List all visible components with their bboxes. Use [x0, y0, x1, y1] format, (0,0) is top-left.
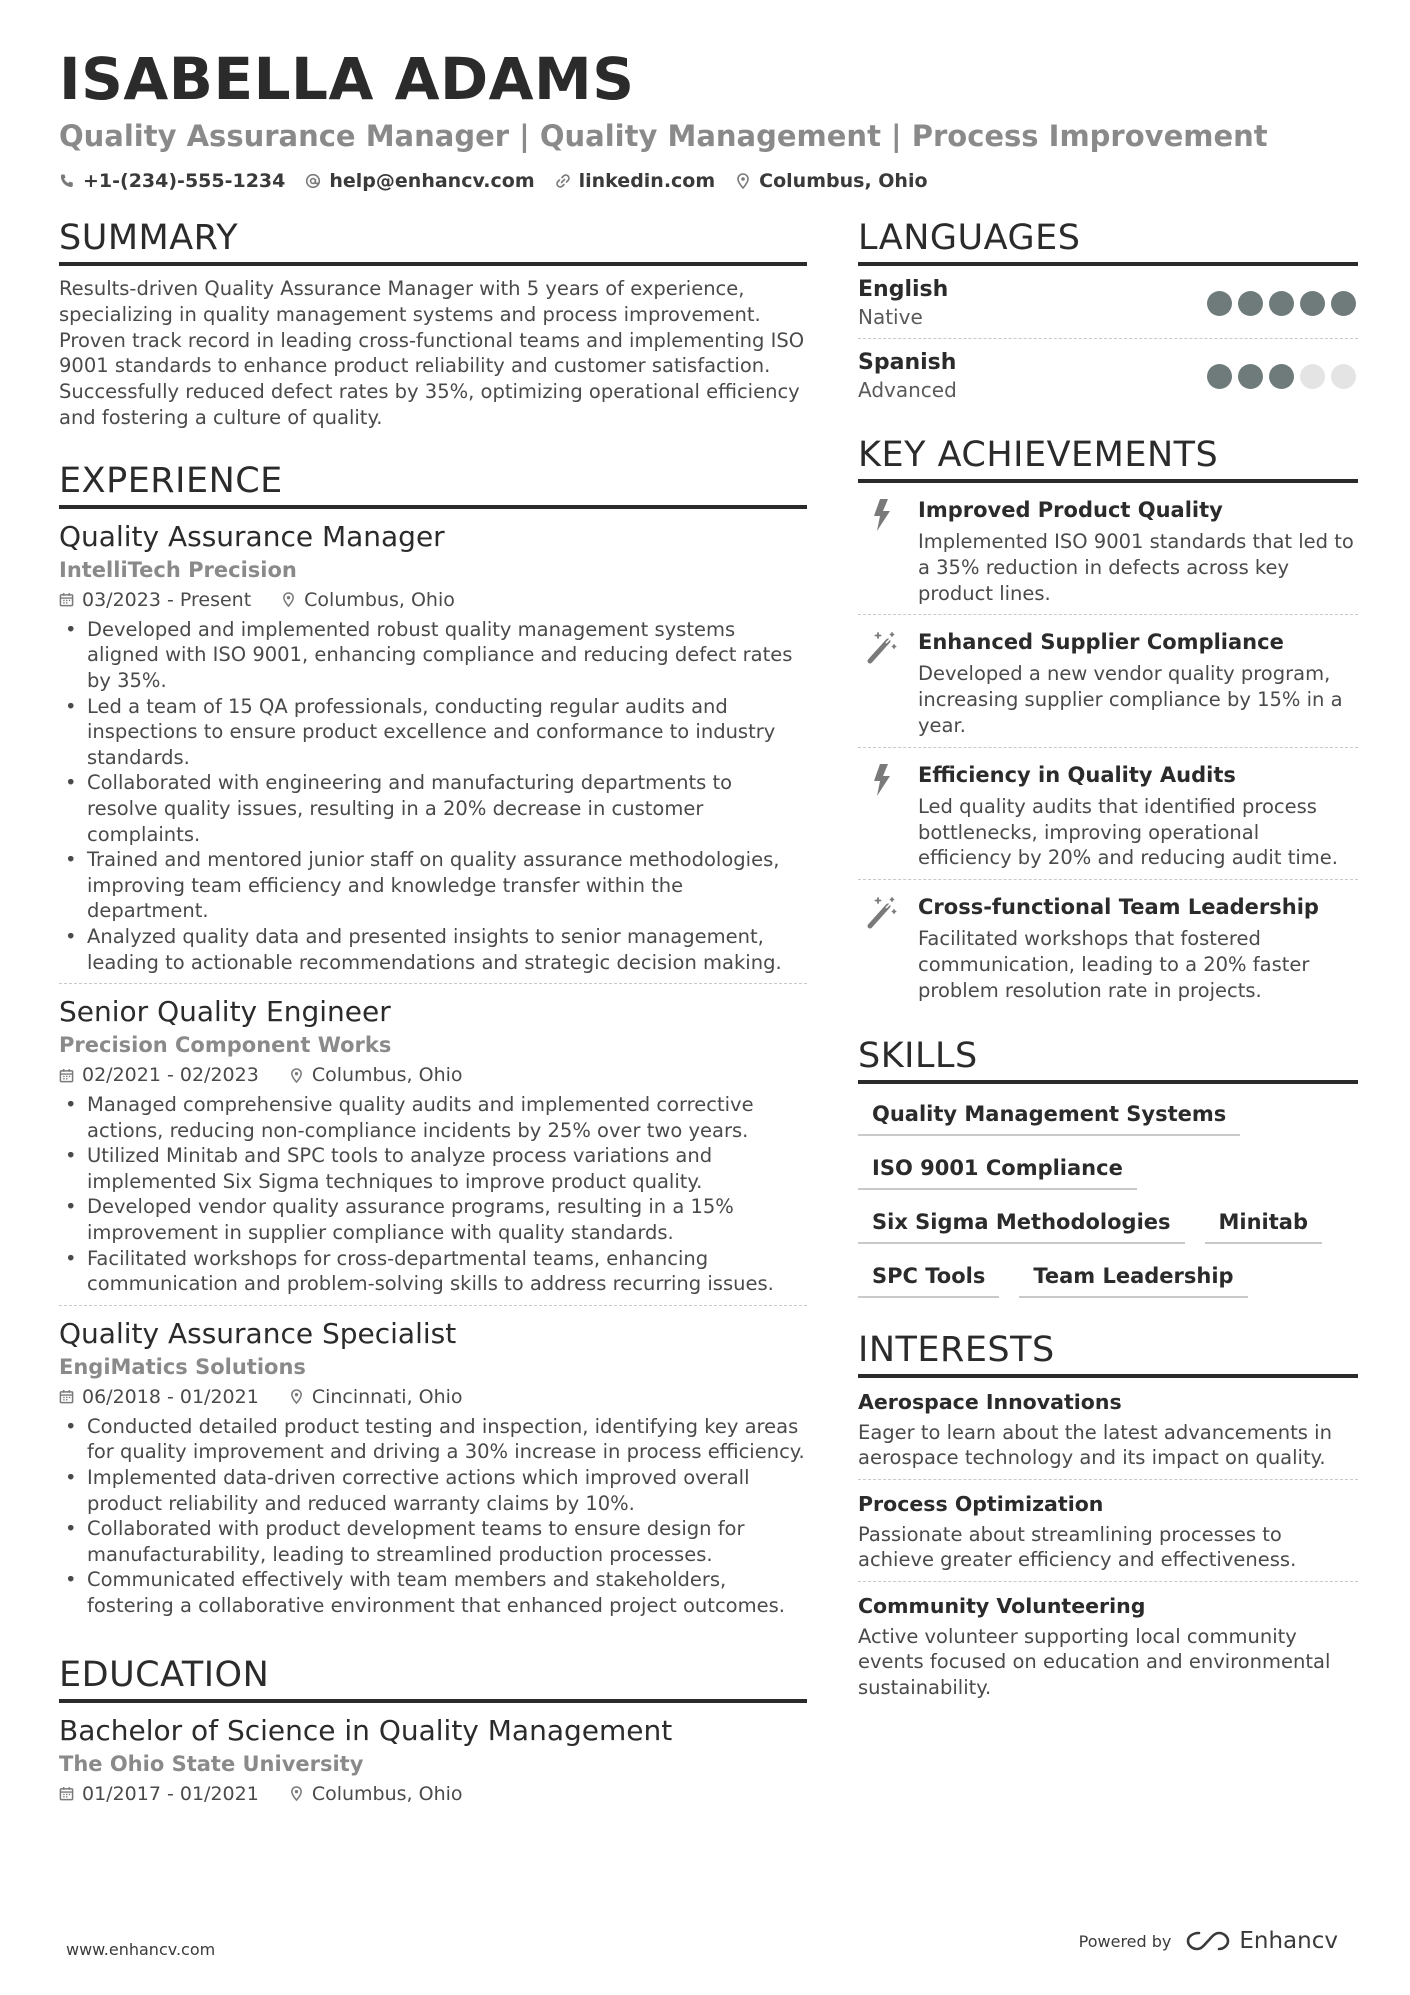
experience-section: [59, 459, 807, 1627]
skill-tag: ISO 9001 Compliance: [858, 1152, 1137, 1190]
language-item: [858, 339, 1358, 411]
job-bullet: • Trained and mentored junior staff on quality assurance methodologies, improving team efficiency and knowledge transfer within the department.: [59, 847, 807, 924]
contact-email[interactable]: [305, 170, 534, 192]
language-rating: [1207, 291, 1358, 316]
contact-linkedin[interactable]: [555, 170, 716, 192]
job-dates: [59, 585, 251, 615]
skill-tag: Six Sigma Methodologies: [858, 1206, 1185, 1244]
languages-heading: LANGUAGES: [858, 216, 1358, 266]
job-title: Senior Quality Engineer: [59, 995, 391, 1029]
school-name: The Ohio State University: [59, 1751, 364, 1776]
location-pin-icon: [289, 1389, 304, 1404]
achievements-section: [858, 433, 1358, 1012]
job-dates: [59, 1382, 259, 1412]
calendar-icon: [59, 592, 74, 607]
job-location: [289, 1382, 463, 1412]
contact-location-text: Columbus, Ohio: [759, 170, 928, 192]
degree-title: Bachelor of Science in Quality Management: [59, 1713, 673, 1747]
calendar-icon: [59, 1389, 74, 1404]
achievement-title: Enhanced Supplier Compliance: [918, 630, 1284, 655]
skill-tag: Team Leadership: [1019, 1260, 1247, 1298]
education-meta: [59, 1779, 807, 1809]
job-location: [289, 1060, 463, 1090]
interest-item: [858, 1378, 1358, 1480]
footer-website[interactable]: www.enhancv.com: [66, 1940, 216, 1959]
language-item: [858, 266, 1358, 339]
job-bullet: • Communicated effectively with team members and stakeholders, fostering a collaborative environment that enhanced project outcomes.: [59, 1567, 807, 1618]
rating-dot-filled: [1238, 291, 1263, 316]
skills-heading: SKILLS: [858, 1034, 1358, 1084]
summary-section: [59, 216, 807, 431]
job-location-text: Columbus, Ohio: [311, 1064, 463, 1087]
skills-list: [858, 1098, 1358, 1298]
link-icon: [555, 173, 571, 189]
location-pin-icon: [289, 1068, 304, 1083]
rating-dot-filled: [1207, 291, 1232, 316]
powered-by-text: Powered by: [1078, 1931, 1172, 1951]
job-bullet: • Utilized Minitab and SPC tools to analyze process variations and implemented Six Sigma techniques to improve product quality.: [59, 1143, 807, 1194]
job-bullet: • Implemented data-driven corrective actions which improved overall product reliability and reduced warranty claims by 10%.: [59, 1465, 807, 1516]
job-bullet: • Collaborated with product development teams to ensure design for manufacturability, leading to streamlined production processes.: [59, 1516, 807, 1567]
calendar-icon: [59, 1068, 74, 1083]
job-meta: [59, 585, 807, 615]
achievement-item: [858, 748, 1358, 880]
left-column: [59, 216, 807, 1817]
job-location-text: Columbus, Ohio: [304, 588, 455, 611]
candidate-name: ISABELLA ADAMS: [59, 45, 635, 113]
interest-title: Aerospace Innovations: [858, 1389, 1122, 1414]
contact-bar: [59, 170, 928, 192]
job-title: Quality Assurance Specialist: [59, 1316, 457, 1350]
job-location-text: Cincinnati, Ohio: [311, 1385, 463, 1408]
achievement-item: [858, 483, 1358, 615]
language-name: Spanish: [858, 350, 957, 375]
interest-item: [858, 1582, 1358, 1709]
brand-logo[interactable]: [1185, 1928, 1338, 1954]
achievement-title: Improved Product Quality: [918, 498, 1223, 522]
job-dates-text: 06/2018 - 01/2021: [82, 1385, 259, 1408]
language-name: English: [858, 277, 949, 302]
location-pin-icon: [281, 592, 296, 607]
rating-dot-filled: [1331, 291, 1356, 316]
education-dates-text: 01/2017 - 01/2021: [82, 1782, 259, 1805]
job-meta: [59, 1382, 807, 1412]
achievement-desc: Implemented ISO 9001 standards that led to a 35% reduction in defects across key product lines.: [918, 530, 1354, 605]
job-entry: [59, 984, 807, 1306]
rating-dot-filled: [1207, 364, 1232, 389]
achievement-title: Cross-functional Team Leadership: [918, 895, 1319, 920]
skills-section: [858, 1034, 1358, 1298]
magic-wand-icon: [866, 894, 898, 930]
education-entry: [59, 1703, 807, 1817]
brand-name: Enhancv: [1239, 1928, 1338, 1954]
summary-text: Results-driven Quality Assurance Manager with 5 years of experience, specializing in quality management systems and process improvement. Proven track record in leading cross-functional teams and implementing ISO 9001 standards to enhance product reliability and customer satisfaction. Successfully reduced defect rates by 35%, optimizing operational efficiency and fostering a culture of quality.: [59, 277, 805, 429]
experience-heading: EXPERIENCE: [59, 459, 807, 509]
rating-dot-empty: [1300, 364, 1325, 389]
education-dates: [59, 1779, 259, 1809]
interest-desc: Active volunteer supporting local community events focused on education and environmental sustainability.: [858, 1624, 1331, 1699]
job-location: [281, 585, 455, 615]
job-entry: [59, 1306, 807, 1627]
achievement-title: Efficiency in Quality Audits: [918, 762, 1236, 787]
footer-branding: [1079, 1928, 1338, 1954]
job-title: Quality Assurance Manager: [59, 519, 445, 553]
contact-phone-text: +1-(234)-555-1234: [83, 170, 286, 192]
language-rating: [1207, 364, 1358, 389]
lightning-bolt-icon: [866, 762, 898, 798]
rating-dot-filled: [1300, 291, 1325, 316]
achievement-desc: Developed a new vendor quality program, increasing supplier compliance by 15% in a year.: [918, 662, 1343, 737]
company-name: Precision Component Works: [59, 1033, 392, 1058]
summary-heading: SUMMARY: [59, 216, 807, 266]
rating-dot-empty: [1331, 364, 1356, 389]
rating-dot-filled: [1269, 364, 1294, 389]
job-bullet: • Conducted detailed product testing and inspection, identifying key areas for quality improvement and driving a 30% increase in process efficiency.: [59, 1414, 807, 1465]
achievement-desc: Led quality audits that identified process bottlenecks, improving operational efficiency by 20% and reducing audit time.: [918, 794, 1338, 870]
interest-title: Process Optimization: [858, 1491, 1104, 1516]
job-bullets: [59, 1092, 807, 1297]
company-name: IntelliTech Precision: [59, 557, 297, 582]
job-bullet: • Facilitated workshops for cross-departmental teams, enhancing communication and problem-solving skills to address recurring issues.: [59, 1246, 807, 1297]
phone-icon: [59, 173, 75, 189]
job-bullet: • Managed comprehensive quality audits and implemented corrective actions, reducing non-compliance incidents by 25% over two years.: [59, 1092, 807, 1143]
location-pin-icon: [735, 173, 751, 189]
interests-heading: INTERESTS: [858, 1328, 1358, 1378]
education-section: [59, 1653, 807, 1817]
contact-phone[interactable]: [59, 170, 285, 192]
skill-tag: Quality Management Systems: [858, 1098, 1240, 1136]
job-bullet: • Analyzed quality data and presented insights to senior management, leading to actionable recommendations and strategic decision making.: [59, 924, 807, 975]
skill-tag: Minitab: [1205, 1206, 1323, 1244]
rating-dot-filled: [1238, 364, 1263, 389]
skill-tag: SPC Tools: [858, 1260, 999, 1298]
job-bullet: • Developed vendor quality assurance programs, resulting in a 15% improvement in supplier compliance with quality standards.: [59, 1194, 807, 1245]
interest-desc: Eager to learn about the latest advancements in aerospace technology and its impact on quality.: [858, 1420, 1332, 1470]
job-dates: [59, 1060, 259, 1090]
achievements-heading: KEY ACHIEVEMENTS: [858, 433, 1358, 483]
contact-email-text: help@enhancv.com: [329, 170, 535, 192]
candidate-headline: Quality Assurance Manager | Quality Management | Process Improvement: [59, 119, 1268, 153]
achievement-desc: Facilitated workshops that fostered communication, leading to a 20% faster problem resolution rate in projects.: [918, 927, 1310, 1002]
location-pin-icon: [289, 1786, 304, 1801]
language-level: Native: [858, 305, 923, 329]
lightning-bolt-icon: [866, 497, 898, 533]
interest-item: [858, 1480, 1358, 1582]
calendar-icon: [59, 1786, 74, 1801]
rating-dot-filled: [1269, 291, 1294, 316]
job-entry: [59, 509, 807, 984]
company-name: EngiMatics Solutions: [59, 1354, 306, 1379]
contact-location: [735, 170, 927, 192]
education-location: [289, 1779, 463, 1809]
contact-linkedin-text: linkedin.com: [578, 170, 716, 192]
job-meta: [59, 1060, 807, 1090]
interests-section: [858, 1328, 1358, 1709]
achievement-item: [858, 880, 1358, 1011]
achievement-item: [858, 615, 1358, 747]
job-bullets: [59, 1414, 807, 1619]
magic-wand-icon: [866, 629, 898, 665]
job-bullets: [59, 617, 807, 975]
interest-desc: Passionate about streamlining processes to achieve greater efficiency and effectiveness.: [858, 1522, 1297, 1572]
enhancv-logo-icon: [1185, 1928, 1231, 1954]
at-icon: [305, 173, 321, 189]
interest-title: Community Volunteering: [858, 1593, 1146, 1618]
job-dates-text: 02/2021 - 02/2023: [82, 1064, 259, 1087]
education-heading: EDUCATION: [59, 1653, 807, 1703]
language-level: Advanced: [858, 378, 957, 402]
job-dates-text: 03/2023 - Present: [82, 588, 252, 611]
right-column: [858, 216, 1358, 1708]
job-bullet: • Developed and implemented robust quality management systems aligned with ISO 9001, enhancing compliance and reducing defect rates by 35%.: [59, 617, 807, 694]
job-bullet: • Collaborated with engineering and manufacturing departments to resolve quality issues, resulting in a 20% decrease in customer complaints.: [59, 770, 807, 847]
education-location-text: Columbus, Ohio: [311, 1782, 463, 1805]
job-bullet: • Led a team of 15 QA professionals, conducting regular audits and inspections to ensure product excellence and conformance to industry standards.: [59, 694, 807, 771]
languages-section: [858, 216, 1358, 411]
